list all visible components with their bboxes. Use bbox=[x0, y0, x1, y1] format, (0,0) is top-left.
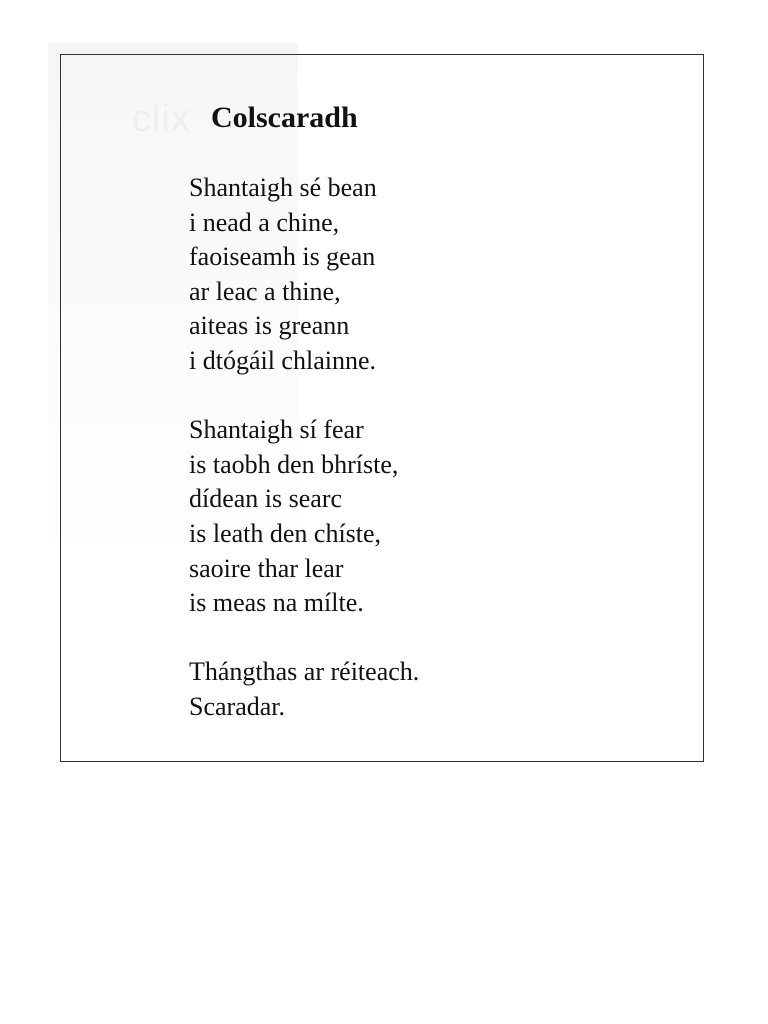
poem-line: Shantaigh sé bean bbox=[189, 173, 377, 202]
poem-line: saoire thar lear bbox=[189, 553, 344, 583]
poem-body bbox=[189, 171, 419, 725]
poem-line: is leath den chíste, bbox=[189, 518, 382, 548]
poem-line: is meas na mílte. bbox=[189, 588, 364, 618]
poem-line: is taobh den bhríste, bbox=[189, 449, 399, 479]
poem-line: ar leac a thine, bbox=[189, 276, 341, 306]
watermark-logo: clix bbox=[132, 98, 191, 140]
stanza-3 bbox=[189, 655, 419, 724]
poem-line: Shantaigh sí fear bbox=[189, 415, 364, 445]
poem-line: Thángthas ar réiteach. bbox=[189, 657, 420, 687]
stanza-2 bbox=[189, 413, 419, 621]
poem-line: i dtógáil chlainne. bbox=[189, 345, 377, 375]
poem-line: Scaradar. bbox=[189, 691, 286, 721]
poem-line: dídean is searc bbox=[189, 484, 343, 514]
poem-title: Colscaradh bbox=[211, 101, 358, 134]
poem-line: faoiseamh is gean bbox=[189, 242, 376, 272]
stanza-1 bbox=[189, 171, 419, 379]
poem-line: aiteas is greann bbox=[189, 311, 350, 341]
poem-line: i nead a chine, bbox=[189, 207, 340, 237]
